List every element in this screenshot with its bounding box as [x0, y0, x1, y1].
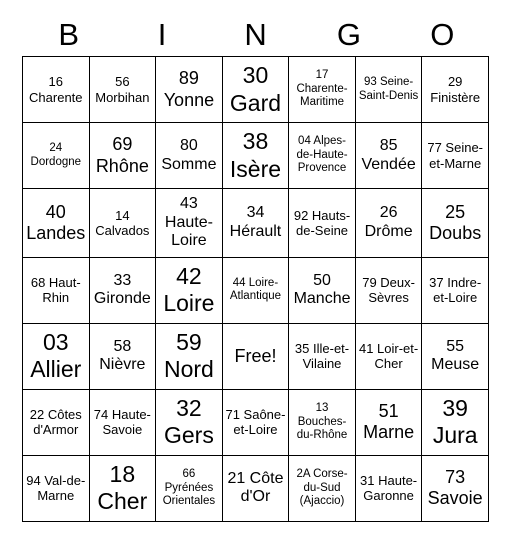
bingo-cell[interactable]: 14 Calvados	[89, 189, 156, 258]
bingo-cell[interactable]: 26 Drôme	[355, 189, 422, 258]
bingo-cell[interactable]: 41 Loir-et-Cher	[355, 323, 422, 389]
bingo-cell[interactable]: 92 Hauts-de-Seine	[289, 189, 356, 258]
bingo-cell[interactable]: 56 Morbihan	[89, 57, 156, 123]
bingo-cell[interactable]: 79 Deux-Sèvres	[355, 257, 422, 323]
bingo-cell[interactable]: 21 Côte d'Or	[222, 455, 289, 521]
bingo-cell[interactable]: 66 Pyrénées Orientales	[156, 455, 223, 521]
bingo-cell[interactable]: 42 Loire	[156, 257, 223, 323]
bingo-cell[interactable]: 58 Nièvre	[89, 323, 156, 389]
bingo-cell[interactable]: 73 Savoie	[422, 455, 489, 521]
grid-row	[23, 123, 489, 189]
grid-row	[23, 323, 489, 389]
grid-row	[23, 455, 489, 521]
bingo-cell[interactable]: 77 Seine-et-Marne	[422, 123, 489, 189]
header-letter-b: B	[58, 17, 80, 52]
bingo-cell[interactable]: 31 Haute-Garonne	[355, 455, 422, 521]
bingo-cell[interactable]: 34 Hérault	[222, 189, 289, 258]
bingo-cell[interactable]: 85 Vendée	[355, 123, 422, 189]
bingo-cell[interactable]: 37 Indre-et-Loire	[422, 257, 489, 323]
grid-row	[23, 57, 489, 123]
bingo-cell[interactable]: 25 Doubs	[422, 189, 489, 258]
bingo-cell[interactable]: 13 Bouches-du-Rhône	[289, 389, 356, 455]
grid-row	[23, 189, 489, 258]
bingo-cell[interactable]: 16 Charente	[23, 57, 90, 123]
bingo-cell[interactable]: 80 Somme	[156, 123, 223, 189]
free-space-cell[interactable]: Free!	[222, 323, 289, 389]
grid-row	[23, 257, 489, 323]
bingo-cell[interactable]: 39 Jura	[422, 389, 489, 455]
bingo-cell[interactable]: 51 Marne	[355, 389, 422, 455]
bingo-cell[interactable]: 38 Isère	[222, 123, 289, 189]
bingo-cell[interactable]: 74 Haute-Savoie	[89, 389, 156, 455]
bingo-cell[interactable]: 32 Gers	[156, 389, 223, 455]
bingo-header	[22, 14, 489, 56]
header-letter-n: N	[244, 17, 267, 52]
grid-row	[23, 389, 489, 455]
bingo-cell[interactable]: 04 Alpes-de-Haute-Provence	[289, 123, 356, 189]
bingo-cell[interactable]: 40 Landes	[23, 189, 90, 258]
bingo-cell[interactable]: 24 Dordogne	[23, 123, 90, 189]
bingo-cell[interactable]: 30 Gard	[222, 57, 289, 123]
bingo-cell[interactable]: 22 Côtes d'Armor	[23, 389, 90, 455]
bingo-cell[interactable]: 68 Haut-Rhin	[23, 257, 90, 323]
bingo-cell[interactable]: 55 Meuse	[422, 323, 489, 389]
bingo-cell[interactable]: 2A Corse-du-Sud (Ajaccio)	[289, 455, 356, 521]
bingo-cell[interactable]: 94 Val-de-Marne	[23, 455, 90, 521]
header-letter-i: I	[157, 17, 167, 52]
bingo-cell[interactable]: 69 Rhône	[89, 123, 156, 189]
bingo-cell[interactable]: 18 Cher	[89, 455, 156, 521]
bingo-cell[interactable]: 29 Finistère	[422, 57, 489, 123]
header-letter-o: O	[430, 17, 455, 52]
bingo-cell[interactable]: 93 Seine-Saint-Denis	[355, 57, 422, 123]
bingo-cell[interactable]: 50 Manche	[289, 257, 356, 323]
bingo-cell[interactable]: 44 Loire-Atlantique	[222, 257, 289, 323]
bingo-cell[interactable]: 03 Allier	[23, 323, 90, 389]
bingo-grid	[22, 56, 489, 522]
bingo-cell[interactable]: 71 Saône-et-Loire	[222, 389, 289, 455]
bingo-cell[interactable]: 89 Yonne	[156, 57, 223, 123]
bingo-cell[interactable]: 33 Gironde	[89, 257, 156, 323]
bingo-cell[interactable]: 43 Haute-Loire	[156, 189, 223, 258]
header-letter-g: G	[336, 17, 361, 52]
bingo-cell[interactable]: 35 Ille-et-Vilaine	[289, 323, 356, 389]
bingo-cell[interactable]: 17 Charente-Maritime	[289, 57, 356, 123]
bingo-cell[interactable]: 59 Nord	[156, 323, 223, 389]
